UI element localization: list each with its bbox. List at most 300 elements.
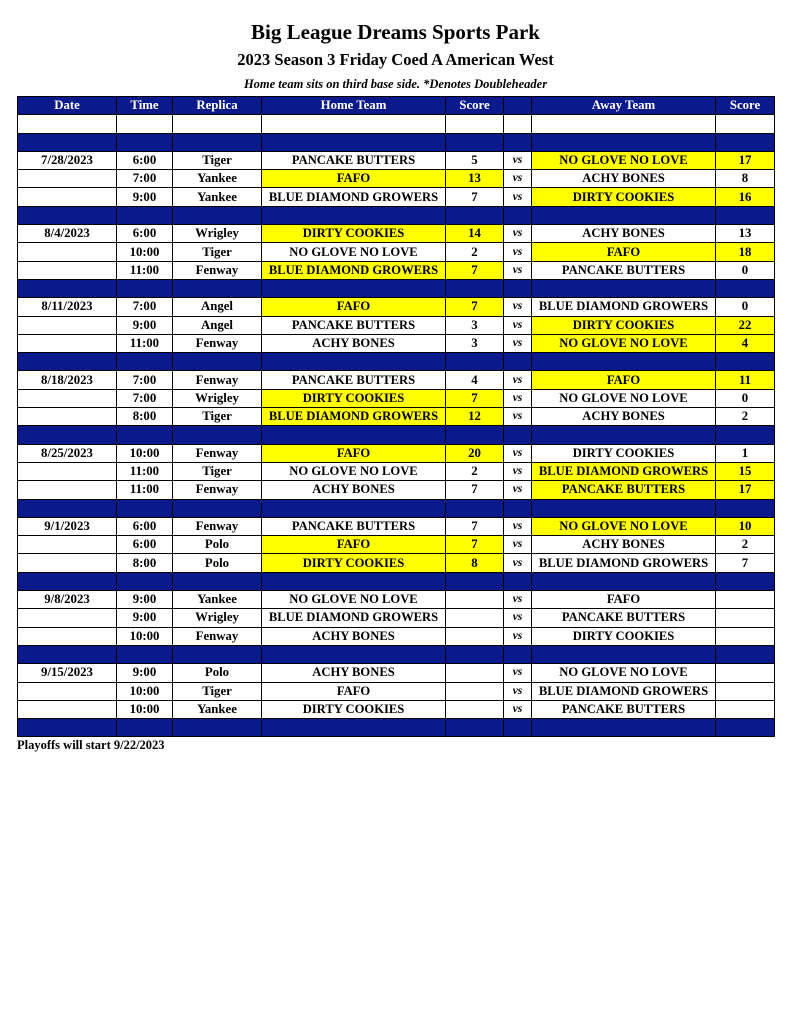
away-team: DIRTY COOKIES: [532, 444, 716, 462]
home-score: 7: [446, 389, 504, 407]
game-date: [18, 408, 117, 426]
away-team: NO GLOVE NO LOVE: [532, 151, 716, 169]
separator-cell: [18, 499, 117, 517]
col-replica: Replica: [173, 97, 262, 115]
separator-cell: [716, 572, 775, 590]
away-team: NO GLOVE NO LOVE: [532, 334, 716, 352]
separator-cell: [504, 645, 532, 663]
game-field: Polo: [173, 664, 262, 682]
game-date: [18, 682, 117, 700]
home-score: 3: [446, 316, 504, 334]
separator-cell: [262, 645, 446, 663]
week-separator: [18, 133, 775, 151]
game-time: 11:00: [117, 334, 173, 352]
game-date: 9/15/2023: [18, 664, 117, 682]
home-team: NO GLOVE NO LOVE: [262, 462, 446, 480]
game-date: [18, 481, 117, 499]
week-separator: [18, 572, 775, 590]
col-time: Time: [117, 97, 173, 115]
game-field: Fenway: [173, 334, 262, 352]
game-row: [18, 151, 775, 169]
away-score: [716, 627, 775, 645]
game-row: [18, 609, 775, 627]
separator-cell: [117, 133, 173, 151]
game-field: Tiger: [173, 408, 262, 426]
away-team: FAFO: [532, 371, 716, 389]
vs-label: vs: [504, 170, 532, 188]
vs-label: vs: [504, 517, 532, 535]
separator-cell: [532, 206, 716, 224]
away-score: 17: [716, 151, 775, 169]
schedule-table: [17, 96, 775, 737]
week-separator: [18, 499, 775, 517]
vs-label: vs: [504, 700, 532, 718]
game-row: [18, 444, 775, 462]
home-team: NO GLOVE NO LOVE: [262, 243, 446, 261]
game-date: [18, 334, 117, 352]
blank-cell: [117, 115, 173, 133]
away-team: ACHY BONES: [532, 408, 716, 426]
away-score: 0: [716, 389, 775, 407]
game-row: [18, 298, 775, 316]
home-score: 12: [446, 408, 504, 426]
game-field: Fenway: [173, 627, 262, 645]
separator-cell: [716, 353, 775, 371]
separator-cell: [262, 279, 446, 297]
separator-cell: [504, 133, 532, 151]
game-field: Yankee: [173, 700, 262, 718]
game-field: Fenway: [173, 481, 262, 499]
away-score: 22: [716, 316, 775, 334]
separator-cell: [117, 572, 173, 590]
away-score: 1: [716, 444, 775, 462]
home-team: ACHY BONES: [262, 627, 446, 645]
season-subtitle: 2023 Season 3 Friday Coed A American West: [237, 50, 554, 69]
away-score: 10: [716, 517, 775, 535]
game-time: 7:00: [117, 389, 173, 407]
separator-cell: [117, 499, 173, 517]
separator-cell: [18, 279, 117, 297]
away-score: [716, 682, 775, 700]
separator-cell: [716, 719, 775, 737]
week-separator: [18, 206, 775, 224]
game-time: 6:00: [117, 225, 173, 243]
away-score: 17: [716, 481, 775, 499]
home-score: 20: [446, 444, 504, 462]
separator-cell: [18, 719, 117, 737]
game-time: 6:00: [117, 517, 173, 535]
game-row: [18, 371, 775, 389]
home-score: [446, 591, 504, 609]
game-date: 9/1/2023: [18, 517, 117, 535]
game-row: [18, 225, 775, 243]
blank-cell: [18, 115, 117, 133]
separator-cell: [18, 206, 117, 224]
separator-cell: [173, 133, 262, 151]
away-team: ACHY BONES: [532, 225, 716, 243]
away-team: DIRTY COOKIES: [532, 316, 716, 334]
away-team: NO GLOVE NO LOVE: [532, 389, 716, 407]
game-time: 6:00: [117, 151, 173, 169]
separator-cell: [262, 426, 446, 444]
away-score: [716, 591, 775, 609]
game-row: [18, 536, 775, 554]
game-time: 7:00: [117, 170, 173, 188]
home-score: 7: [446, 298, 504, 316]
separator-cell: [173, 719, 262, 737]
separator-cell: [532, 279, 716, 297]
game-field: Polo: [173, 536, 262, 554]
home-team: FAFO: [262, 170, 446, 188]
game-row: [18, 316, 775, 334]
home-score: 7: [446, 261, 504, 279]
game-date: 9/8/2023: [18, 591, 117, 609]
vs-label: vs: [504, 371, 532, 389]
game-row: [18, 591, 775, 609]
blank-cell: [504, 115, 532, 133]
vs-label: vs: [504, 243, 532, 261]
separator-cell: [18, 572, 117, 590]
separator-cell: [504, 279, 532, 297]
schedule-body: [18, 115, 775, 737]
away-score: 0: [716, 261, 775, 279]
home-score: [446, 682, 504, 700]
home-team: DIRTY COOKIES: [262, 225, 446, 243]
away-score: 2: [716, 536, 775, 554]
game-field: Yankee: [173, 170, 262, 188]
separator-cell: [173, 279, 262, 297]
home-team: BLUE DIAMOND GROWERS: [262, 609, 446, 627]
vs-label: vs: [504, 444, 532, 462]
game-field: Tiger: [173, 243, 262, 261]
separator-cell: [173, 499, 262, 517]
separator-cell: [532, 353, 716, 371]
away-team: FAFO: [532, 591, 716, 609]
separator-cell: [173, 353, 262, 371]
game-date: [18, 188, 117, 206]
game-time: 9:00: [117, 188, 173, 206]
separator-cell: [716, 645, 775, 663]
game-date: [18, 243, 117, 261]
away-score: 16: [716, 188, 775, 206]
separator-cell: [716, 133, 775, 151]
away-team: PANCAKE BUTTERS: [532, 481, 716, 499]
separator-cell: [532, 133, 716, 151]
game-time: 9:00: [117, 316, 173, 334]
home-team: FAFO: [262, 298, 446, 316]
away-score: [716, 609, 775, 627]
separator-cell: [262, 353, 446, 371]
separator-cell: [446, 499, 504, 517]
game-time: 7:00: [117, 371, 173, 389]
col-vs: [504, 97, 532, 115]
home-score: 14: [446, 225, 504, 243]
home-score: 7: [446, 517, 504, 535]
vs-label: vs: [504, 481, 532, 499]
game-time: 11:00: [117, 481, 173, 499]
game-row: [18, 334, 775, 352]
separator-cell: [504, 426, 532, 444]
away-team: ACHY BONES: [532, 536, 716, 554]
vs-label: vs: [504, 316, 532, 334]
game-time: 6:00: [117, 536, 173, 554]
away-team: BLUE DIAMOND GROWERS: [532, 298, 716, 316]
separator-cell: [262, 133, 446, 151]
vs-label: vs: [504, 151, 532, 169]
home-team: BLUE DIAMOND GROWERS: [262, 408, 446, 426]
away-team: DIRTY COOKIES: [532, 627, 716, 645]
week-separator: [18, 719, 775, 737]
game-row: [18, 682, 775, 700]
home-score: 5: [446, 151, 504, 169]
game-field: Tiger: [173, 682, 262, 700]
separator-cell: [262, 572, 446, 590]
blank-cell: [173, 115, 262, 133]
away-team: PANCAKE BUTTERS: [532, 261, 716, 279]
vs-label: vs: [504, 664, 532, 682]
separator-cell: [173, 572, 262, 590]
away-score: 11: [716, 371, 775, 389]
away-score: 8: [716, 170, 775, 188]
blank-row: [18, 115, 775, 133]
away-team: NO GLOVE NO LOVE: [532, 517, 716, 535]
separator-cell: [532, 572, 716, 590]
home-team: FAFO: [262, 536, 446, 554]
separator-cell: [262, 499, 446, 517]
col-away-score: Score: [716, 97, 775, 115]
game-time: 9:00: [117, 609, 173, 627]
away-score: 4: [716, 334, 775, 352]
home-team: PANCAKE BUTTERS: [262, 151, 446, 169]
game-time: 10:00: [117, 682, 173, 700]
game-date: 8/25/2023: [18, 444, 117, 462]
home-team: DIRTY COOKIES: [262, 700, 446, 718]
home-score: 2: [446, 243, 504, 261]
col-home-team: Home Team: [262, 97, 446, 115]
separator-cell: [18, 426, 117, 444]
game-field: Tiger: [173, 151, 262, 169]
home-team: FAFO: [262, 444, 446, 462]
separator-cell: [117, 206, 173, 224]
home-score: [446, 627, 504, 645]
game-row: [18, 627, 775, 645]
vs-label: vs: [504, 389, 532, 407]
home-team: ACHY BONES: [262, 334, 446, 352]
separator-cell: [504, 719, 532, 737]
game-time: 10:00: [117, 444, 173, 462]
vs-label: vs: [504, 591, 532, 609]
blank-cell: [716, 115, 775, 133]
game-date: [18, 389, 117, 407]
blank-cell: [262, 115, 446, 133]
separator-cell: [532, 719, 716, 737]
game-date: [18, 261, 117, 279]
away-score: 13: [716, 225, 775, 243]
game-row: [18, 462, 775, 480]
separator-cell: [117, 719, 173, 737]
home-score: 7: [446, 188, 504, 206]
game-date: [18, 316, 117, 334]
game-field: Angel: [173, 298, 262, 316]
away-team: PANCAKE BUTTERS: [532, 609, 716, 627]
game-row: [18, 517, 775, 535]
home-team: DIRTY COOKIES: [262, 554, 446, 572]
home-team: BLUE DIAMOND GROWERS: [262, 188, 446, 206]
game-date: [18, 700, 117, 718]
home-score: 3: [446, 334, 504, 352]
away-score: [716, 700, 775, 718]
home-score: [446, 664, 504, 682]
away-score: 2: [716, 408, 775, 426]
away-team: ACHY BONES: [532, 170, 716, 188]
away-team: NO GLOVE NO LOVE: [532, 664, 716, 682]
home-team-note: Home team sits on third base side. *Denotes Doubleheader: [243, 77, 548, 91]
away-team: BLUE DIAMOND GROWERS: [532, 682, 716, 700]
game-field: Fenway: [173, 517, 262, 535]
separator-cell: [446, 133, 504, 151]
home-score: 13: [446, 170, 504, 188]
game-row: [18, 481, 775, 499]
vs-label: vs: [504, 188, 532, 206]
home-score: [446, 700, 504, 718]
game-field: Tiger: [173, 462, 262, 480]
game-time: 9:00: [117, 591, 173, 609]
week-separator: [18, 645, 775, 663]
separator-cell: [446, 353, 504, 371]
separator-cell: [446, 206, 504, 224]
game-time: 10:00: [117, 243, 173, 261]
game-row: [18, 243, 775, 261]
vs-label: vs: [504, 536, 532, 554]
home-team: DIRTY COOKIES: [262, 389, 446, 407]
separator-cell: [173, 426, 262, 444]
game-row: [18, 261, 775, 279]
week-separator: [18, 353, 775, 371]
game-time: 7:00: [117, 298, 173, 316]
separator-cell: [18, 645, 117, 663]
separator-cell: [446, 572, 504, 590]
game-field: Wrigley: [173, 609, 262, 627]
game-date: [18, 536, 117, 554]
separator-cell: [117, 645, 173, 663]
home-team: ACHY BONES: [262, 481, 446, 499]
game-date: [18, 627, 117, 645]
away-score: 0: [716, 298, 775, 316]
separator-cell: [504, 572, 532, 590]
separator-cell: [262, 206, 446, 224]
home-team: BLUE DIAMOND GROWERS: [262, 261, 446, 279]
playoffs-note: Playoffs will start 9/22/2023: [17, 738, 165, 752]
separator-cell: [716, 279, 775, 297]
game-field: Angel: [173, 316, 262, 334]
home-team: PANCAKE BUTTERS: [262, 371, 446, 389]
game-date: 8/18/2023: [18, 371, 117, 389]
away-score: [716, 664, 775, 682]
home-team: FAFO: [262, 682, 446, 700]
separator-cell: [716, 426, 775, 444]
away-team: DIRTY COOKIES: [532, 188, 716, 206]
home-score: 2: [446, 462, 504, 480]
separator-cell: [18, 353, 117, 371]
week-separator: [18, 279, 775, 297]
game-date: [18, 462, 117, 480]
game-field: Fenway: [173, 371, 262, 389]
game-row: [18, 408, 775, 426]
game-field: Yankee: [173, 188, 262, 206]
game-field: Polo: [173, 554, 262, 572]
separator-cell: [173, 645, 262, 663]
game-row: [18, 170, 775, 188]
vs-label: vs: [504, 261, 532, 279]
vs-label: vs: [504, 609, 532, 627]
home-score: 7: [446, 481, 504, 499]
game-date: 8/4/2023: [18, 225, 117, 243]
vs-label: vs: [504, 627, 532, 645]
home-score: 4: [446, 371, 504, 389]
header-row: [18, 97, 775, 115]
separator-cell: [173, 206, 262, 224]
away-score: 7: [716, 554, 775, 572]
blank-cell: [532, 115, 716, 133]
game-row: [18, 188, 775, 206]
game-time: 8:00: [117, 554, 173, 572]
home-team: NO GLOVE NO LOVE: [262, 591, 446, 609]
week-separator: [18, 426, 775, 444]
separator-cell: [446, 645, 504, 663]
away-team: BLUE DIAMOND GROWERS: [532, 554, 716, 572]
col-home-score: Score: [446, 97, 504, 115]
col-away-team: Away Team: [532, 97, 716, 115]
game-time: 10:00: [117, 627, 173, 645]
separator-cell: [716, 206, 775, 224]
game-time: 9:00: [117, 664, 173, 682]
separator-cell: [262, 719, 446, 737]
vs-label: vs: [504, 298, 532, 316]
vs-label: vs: [504, 682, 532, 700]
game-row: [18, 554, 775, 572]
separator-cell: [446, 719, 504, 737]
home-score: 7: [446, 536, 504, 554]
game-row: [18, 389, 775, 407]
vs-label: vs: [504, 334, 532, 352]
game-date: [18, 170, 117, 188]
game-row: [18, 664, 775, 682]
home-team: PANCAKE BUTTERS: [262, 316, 446, 334]
away-team: BLUE DIAMOND GROWERS: [532, 462, 716, 480]
away-score: 18: [716, 243, 775, 261]
separator-cell: [532, 499, 716, 517]
separator-cell: [532, 426, 716, 444]
separator-cell: [117, 353, 173, 371]
separator-cell: [446, 426, 504, 444]
game-time: 8:00: [117, 408, 173, 426]
vs-label: vs: [504, 462, 532, 480]
separator-cell: [117, 279, 173, 297]
game-time: 10:00: [117, 700, 173, 718]
game-field: Fenway: [173, 444, 262, 462]
game-field: Wrigley: [173, 225, 262, 243]
game-field: Yankee: [173, 591, 262, 609]
separator-cell: [18, 133, 117, 151]
game-date: [18, 609, 117, 627]
game-time: 11:00: [117, 261, 173, 279]
away-score: 15: [716, 462, 775, 480]
game-field: Wrigley: [173, 389, 262, 407]
separator-cell: [504, 206, 532, 224]
home-team: ACHY BONES: [262, 664, 446, 682]
col-date: Date: [18, 97, 117, 115]
vs-label: vs: [504, 554, 532, 572]
